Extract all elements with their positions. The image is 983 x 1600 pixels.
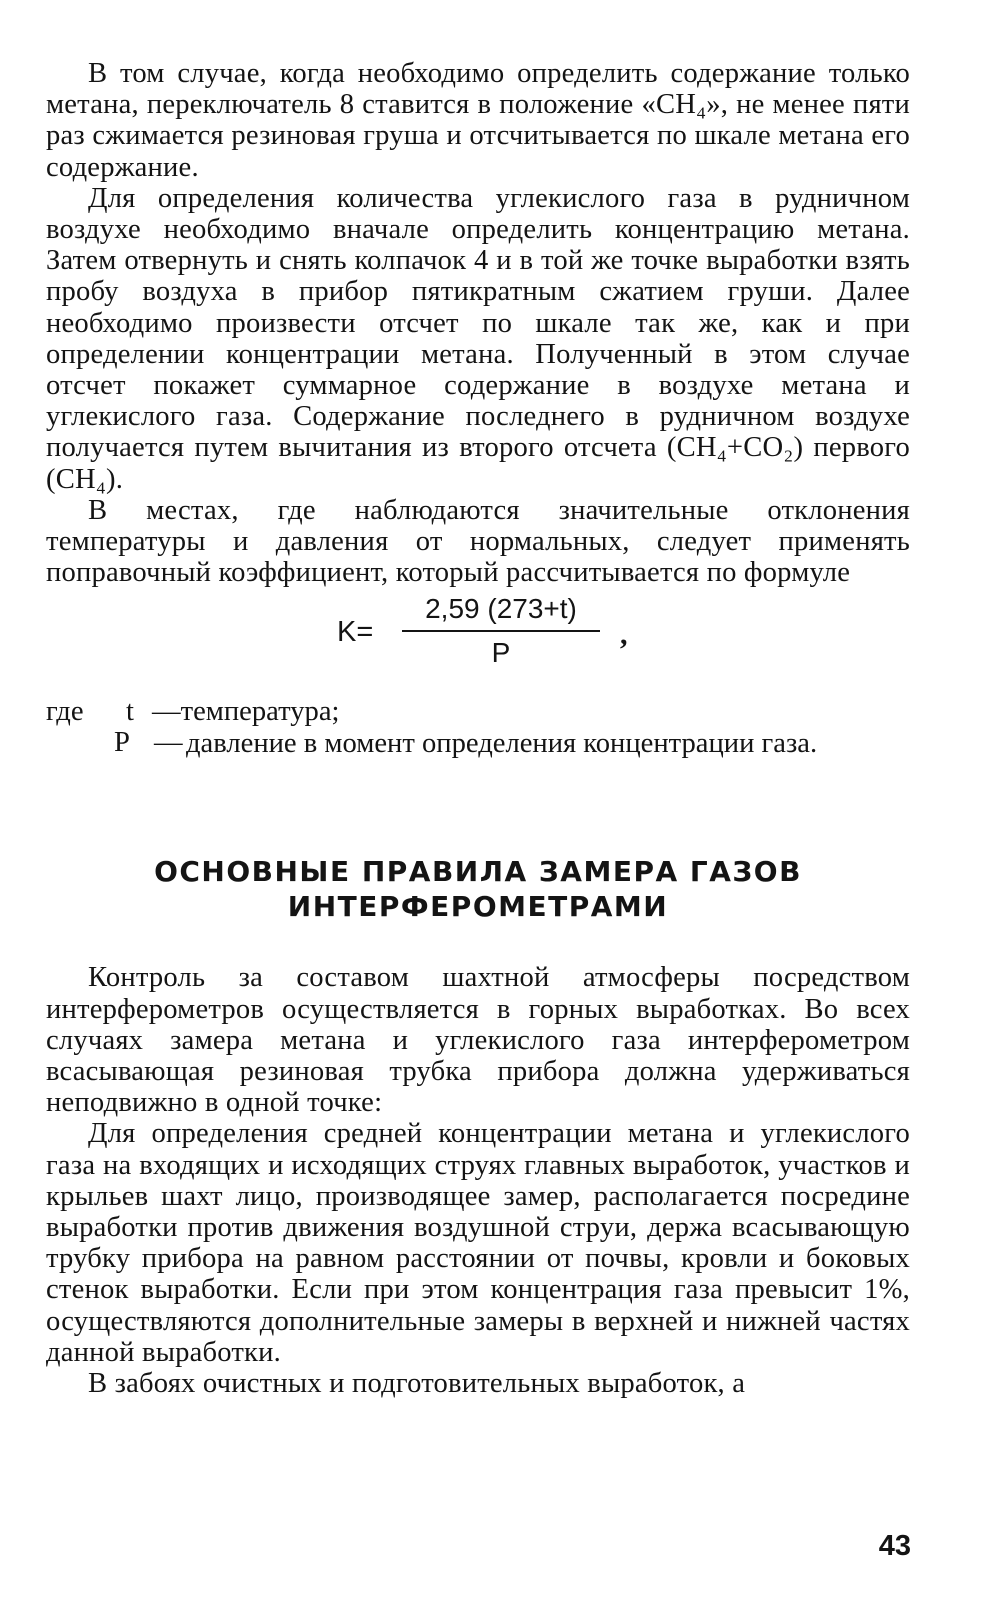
paragraph-correction-coefficient: В местах, где наблюдаются значительные отклонения температуры и давления от нормальных, следует применять поправочный коэффициент, который рассчитывается по формуле [46,494,910,589]
page-number: 43 [878,1530,911,1562]
section-body [46,962,910,1399]
heading-line-1: ОСНОВНЫЕ ПРАВИЛА ЗАМЕРА ГАЗОВ [154,855,802,889]
legend-where: где [46,696,84,728]
paragraph-methane-only: В том случае, когда необходимо определить содержание только метана, переключатель 8 ставится в положение «CH₄», не менее пяти раз сжимается резиновая груша и отсчитывается по шкале метана его содержание. [46,58,910,183]
legend-dash: — [154,727,183,759]
section-heading [46,854,910,924]
formula-trailing-comma: , [620,618,628,652]
formula-numerator: 2,59 (273+t) [402,592,600,632]
legend-text: давление в момент определения концентрации газа. [186,727,818,759]
paragraph-faces: В забоях очистных и подготовительных выработок, а [88,1368,746,1400]
paragraph-average-concentration: Для определения средней концентрации метана и углекислого газа на входящих и исходящих струях главных выработок, участков и крыльев шахт лицо, производящее замер, располагается посредине выработки против движения воздушной струи, держа всасывающую трубку прибора на равном расстоянии от почвы, кровли и боковых стенок выработки. Если при этом концентрация газа превысит 1%, осуществляются дополнительные замеры в верхней и нижней частях данной выработки. [46,1118,910,1368]
heading-line-2: ИНТЕРФЕРОМЕТРАМИ [287,890,669,924]
legend-symbol: t [126,696,134,728]
legend-dash: — [152,696,181,728]
legend-symbol: P [114,727,130,759]
legend-text: температура; [180,696,340,728]
legend-item-t [126,696,339,727]
book-page [46,58,910,1399]
formula-lhs: K= [337,616,374,649]
formula-denominator: P [491,637,511,669]
paragraph-co2-determination: Для определения количества углекислого газа в рудничном воздухе необходимо вначале определить концентрацию метана. Затем отвернуть и снять колпачок 4 и в той же точке выработки взять пробу воздуха в прибор пятикратным сжатием груши. Далее необходимо произвести отсчет по шкале так же, как и при определении концентрации метана. Полученный в этом случае отсчет покажет суммарное содержание в воздухе метана и углекислого газа. Содержание последнего в рудничном воздухе получается путем вычитания из второго отсчета (CH₄+CO₂) первого (CH₄). [46,182,910,495]
legend-item-p [114,727,910,758]
correction-formula [46,592,910,696]
formula-fraction [402,592,600,670]
paragraph-interferometer-control: Контроль за составом шахтной атмосферы посредством интерферометров осуществляется в горных выработках. Во всех случаях замера метана и углекислого газа интерферометром всасывающая резиновая трубка прибора должна удерживаться неподвижно в одной точке: [46,962,910,1119]
formula-legend [46,696,910,792]
